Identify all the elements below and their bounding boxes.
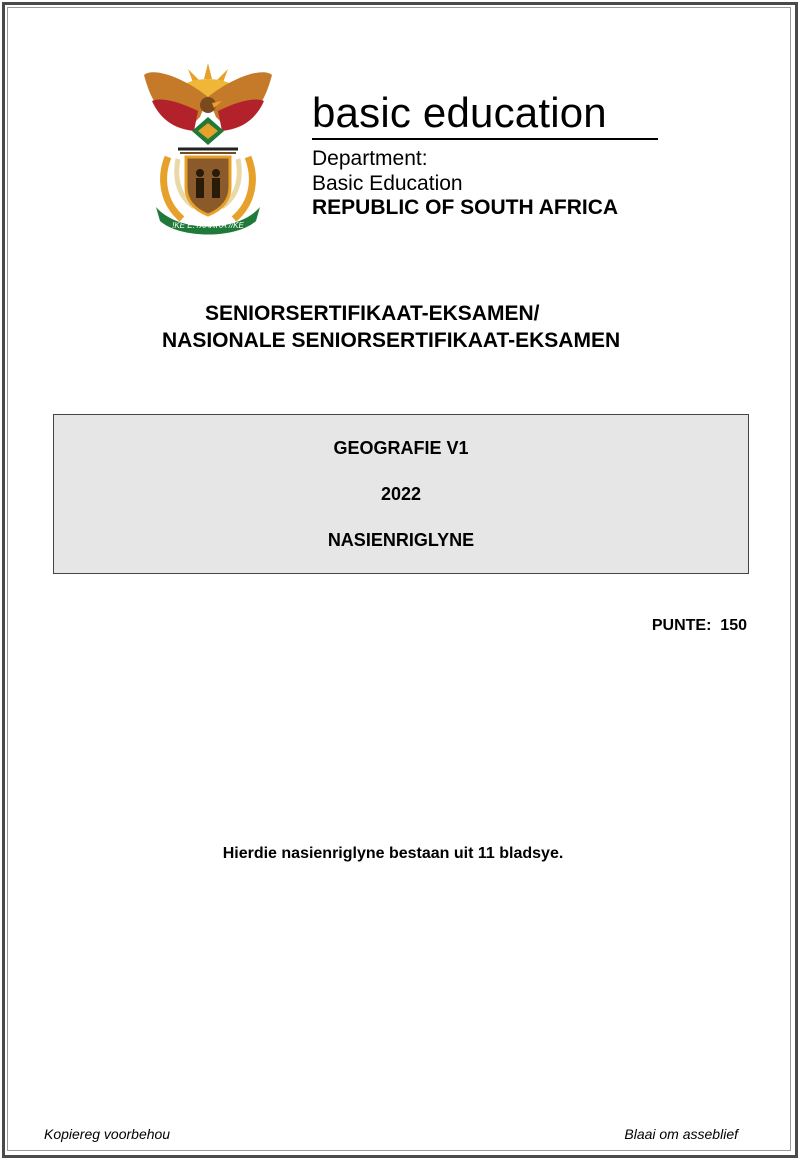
exam-year: 2022 <box>380 484 422 504</box>
subject-box <box>53 414 749 574</box>
country-name: REPUBLIC OF SOUTH AFRICA <box>312 196 619 219</box>
marks-total <box>652 616 747 636</box>
crest-motto: !KE E: /XARRA //KE <box>172 221 244 230</box>
subject-title: GEOGRAFIE V1 <box>333 438 469 458</box>
exam-title-line1: SENIORSERTIFIKAAT-EKSAMEN/ <box>205 302 540 325</box>
marks-label: PUNTE: <box>651 617 712 634</box>
department-label: Department: <box>312 147 428 170</box>
brand-underline <box>312 138 658 140</box>
brand-title: basic education <box>312 89 607 136</box>
department-name: Basic Education <box>312 172 463 195</box>
turn-over-footer: Blaai om asseblief <box>624 1126 738 1142</box>
exam-title-line2: NASIONALE SENIORSERTIFIKAAT-EKSAMEN <box>162 329 621 352</box>
copyright-footer: Kopiereg voorbehou <box>44 1126 171 1142</box>
coat-of-arms-icon <box>138 57 278 235</box>
marks-value: 150 <box>720 617 747 634</box>
document-type: NASIENRIGLYNE <box>327 530 475 550</box>
page-count-note: Hierdie nasienriglyne bestaan uit 11 bladsye. <box>222 845 564 862</box>
